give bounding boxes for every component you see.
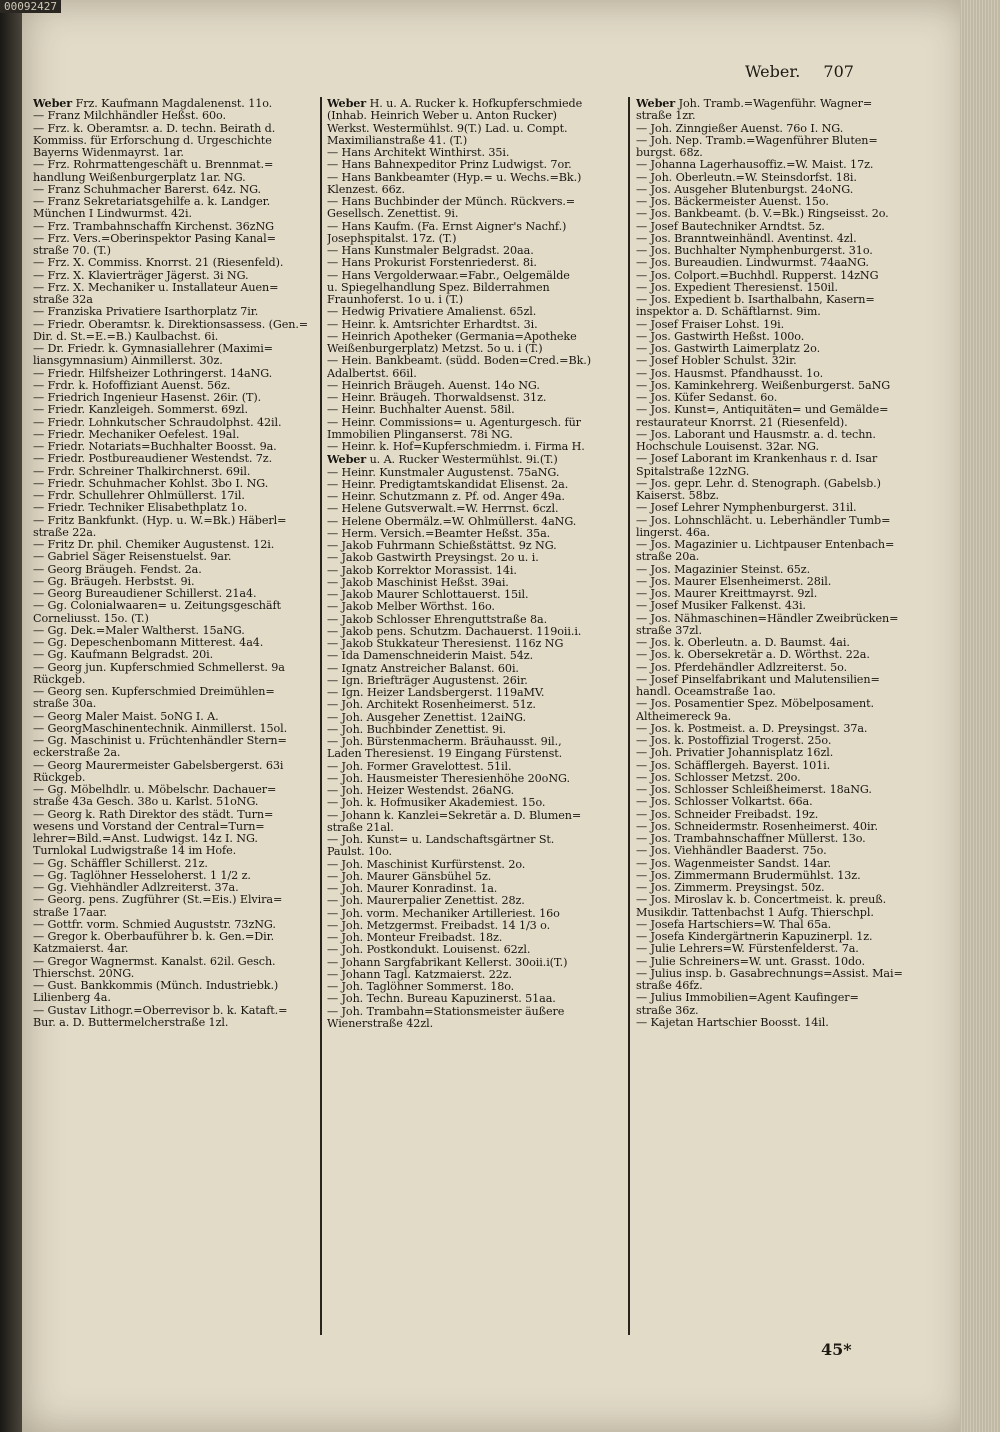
- directory-entry: — Jos. Expedient Theresienst. 150il.: [636, 281, 838, 294]
- directory-entry: — Frdr. Schreiner Thalkirchnerst. 69il.: [33, 465, 251, 478]
- directory-entry: München I Lindwurmst. 42i.: [33, 208, 192, 221]
- directory-entry: — Jos. k. Postmeist. a. D. Preysingst. 37a.: [636, 722, 868, 735]
- directory-entry: — Julius Immobilien=Agent Kaufinger=: [636, 992, 859, 1005]
- directory-entry: Hochschule Louisenst. 32ar. NG.: [636, 441, 819, 453]
- directory-entry: — Hans Vergolderwaar.=Fabr., Oelgemälde: [327, 269, 570, 282]
- directory-entry: — Jos. Schäfflergeh. Bayerst. 101i.: [636, 759, 831, 772]
- directory-entry: straße 36z.: [636, 1004, 699, 1017]
- directory-entry: straße 37zl.: [636, 624, 702, 637]
- directory-entry: — Georg Maurermeister Gabelsbergerst. 63i: [33, 759, 284, 772]
- directory-entry: — Jos. Magazinier u. Lichtpauser Entenbach=: [636, 539, 895, 551]
- directory-entry: — Jos. Viehhändler Baaderst. 75o.: [636, 845, 827, 858]
- directory-entry: — Jos. Bäckermeister Auenst. 15o.: [636, 196, 829, 208]
- directory-entry: — Franziska Privatiere Isarthorplatz 7ir.: [33, 306, 259, 319]
- directory-entry: — Jakob Stukkateur Theresienst. 116z NG: [327, 638, 564, 650]
- directory-entry: — Heinr. k. Amtsrichter Erhardtst. 3i.: [327, 318, 538, 331]
- directory-entry: — Jos. Miroslav k. b. Concertmeist. k. preuß.: [636, 894, 887, 907]
- directory-entry: — Heinr. Schutzmann z. Pf. od. Anger 49a.: [327, 491, 565, 503]
- directory-entry: — Fritz Bankfunkt. (Hyp. u. W.=Bk.) Häberl=: [33, 514, 287, 527]
- directory-entry: — Joh. Former Gravelottest. 51il.: [327, 760, 512, 773]
- directory-entry: Weber u. A. Rucker Westermühlst. 9i.(T.): [327, 453, 558, 467]
- directory-entry: Laden Theresienst. 19 Eingang Fürstenst.: [327, 748, 563, 761]
- directory-entry: — Gg. Möbelhdlr. u. Möbelschr. Dachauer=: [33, 784, 277, 796]
- directory-entry: Lilienberg 4a.: [33, 992, 111, 1005]
- directory-entry: — Ignatz Anstreicher Balanst. 60i.: [327, 662, 519, 675]
- directory-entry: Thierschst. 20NG.: [33, 967, 135, 980]
- directory-entry: — Josef Musiker Falkenst. 43i.: [636, 600, 806, 613]
- directory-entry: Wienerstraße 42zl.: [327, 1017, 434, 1030]
- directory-entry: — Heinr. Commissions= u. Agenturgesch. für: [327, 416, 581, 429]
- column-1: [33, 97, 333, 1029]
- directory-entry: straße 21al.: [327, 821, 394, 834]
- directory-entry: — Jakob Fuhrmann Schießstättst. 9z NG.: [327, 540, 557, 552]
- directory-entry: Fraunhoferst. 1o u. i (T.): [327, 294, 463, 306]
- directory-entry: — Jakob Korrektor Morassist. 14i.: [327, 564, 517, 577]
- directory-entry: — Kajetan Hartschier Boosst. 14il.: [636, 1016, 829, 1029]
- directory-entry: — Herm. Versich.=Beamter Heßst. 35a.: [327, 527, 551, 540]
- directory-entry: eckerstraße 2a.: [33, 747, 121, 760]
- directory-entry: Werkst. Westermühlst. 9(T.) Lad. u. Compt.: [327, 122, 568, 135]
- directory-entry: — Heinr. Bräugeh. Thorwaldsenst. 31z.: [327, 392, 547, 404]
- directory-entry: — Jakob Schlosser Ehrenguttstraße 8a.: [327, 613, 548, 626]
- directory-entry: — Jos. Schlosser Volkartst. 66a.: [636, 796, 813, 809]
- directory-entry: — Jakob Melber Wörthst. 16o.: [327, 601, 495, 614]
- directory-entry: — Frz. X. Commiss. Knorrst. 21 (Riesenfeld).: [33, 257, 284, 270]
- directory-entry: — Jakob Gastwirth Preysingst. 2o u. i.: [327, 552, 539, 565]
- directory-entry: lingerst. 46a.: [636, 526, 710, 539]
- directory-entry: — Heinr. Buchhalter Auenst. 58il.: [327, 404, 515, 417]
- directory-entry: Klenzest. 66z.: [327, 183, 405, 196]
- directory-entry: — Jos. Gastwirth Laimerplatz 2o.: [636, 343, 821, 355]
- directory-entry: — Jos. Expedient b. Isarthalbahn, Kasern=: [636, 294, 875, 306]
- directory-entry: straße 46fz.: [636, 980, 703, 992]
- directory-entry: — Jos. Wagenmeister Sandst. 14ar.: [636, 857, 831, 870]
- directory-entry: — Josef Fraiser Lohst. 19i.: [636, 318, 785, 331]
- directory-entry: — Helene Gutsverwalt.=W. Herrnst. 6czl.: [327, 503, 559, 516]
- directory-entry: — Joh. Zinngießer Auenst. 76o I. NG.: [636, 122, 844, 135]
- directory-entry: — Jos. Schlosser Metzst. 20o.: [636, 771, 801, 784]
- directory-entry: — Hans Bahnexpeditor Prinz Ludwigst. 7or.: [327, 159, 572, 172]
- directory-entry: — Gg. Viehhändler Adlzreiterst. 37a.: [33, 882, 239, 894]
- directory-entry: — Gregor Wagnermst. Kanalst. 62il. Gesch.: [33, 955, 276, 968]
- directory-entry: — Jos. k. Oberleutn. a. D. Baumst. 4ai.: [636, 637, 850, 649]
- directory-entry: Kaiserst. 58bz.: [636, 490, 720, 502]
- directory-entry: — Frz. X. Mechaniker u. Installateur Auen=: [33, 281, 279, 294]
- directory-entry: — Friedr. Schuhmacher Kohlst. 3bo I. NG.: [33, 477, 269, 490]
- directory-entry: u. Spiegelhandlung Spez. Bilderrahmen: [327, 281, 550, 294]
- directory-entry: — Josefa Kindergärtnerin Kapuzinerpl. 1z.: [636, 931, 873, 943]
- directory-entry: — Jos. Trambahnschaffner Müllerst. 13o.: [636, 833, 866, 845]
- directory-entry: — Jos. Bankbeamt. (b. V.=Bk.) Ringseisst. 2o.: [636, 208, 889, 221]
- directory-entry: straße 30a.: [33, 698, 97, 711]
- column-3: [636, 97, 928, 1029]
- header-word: Weber.: [745, 62, 801, 81]
- directory-entry: — Hans Kaufm. (Fa. Ernst Aigner's Nachf.): [327, 220, 567, 233]
- directory-entry: Immobilien Plinganserst. 78i NG.: [327, 428, 513, 441]
- directory-entry: — Friedr. Oberamtsr. k. Direktionsassess. (Gen.=: [33, 318, 309, 331]
- directory-entry: Bayerns Widenmayrst. 1ar.: [33, 147, 184, 159]
- directory-entry: — Gg. Taglöhner Hesseloherst. 1 1/2 z.: [33, 869, 251, 882]
- directory-entry: — Joh. vorm. Mechaniker Artilleriest. 16o: [327, 907, 560, 920]
- directory-entry: — Georg jun. Kupferschmied Schmellerst. 9a: [33, 661, 285, 674]
- directory-entry: — Julie Lehrers=W. Fürstenfelderst. 7a.: [636, 943, 859, 956]
- directory-entry: — Joh. Nep. Tramb.=Wagenführer Bluten=: [636, 134, 878, 147]
- directory-entry: — Friedr. Hilfsheizer Lothringerst. 14aNG.: [33, 367, 273, 380]
- directory-entry: — Jakob pens. Schutzm. Dachauerst. 119oii.i.: [327, 625, 582, 638]
- directory-entry: — Friedrich Ingenieur Hasenst. 26ir. (T).: [33, 392, 262, 404]
- directory-entry: — Joh. Oberleutn.=W. Steinsdorfst. 18i.: [636, 171, 857, 184]
- running-header: [745, 62, 925, 81]
- directory-entry: — Gg. Schäffler Schillerst. 21z.: [33, 857, 208, 870]
- directory-entry: Rückgeb.: [33, 673, 86, 686]
- directory-entry: Paulst. 10o.: [327, 846, 392, 859]
- directory-entry: — Heinr. Predigtamtskandidat Elisenst. 2a.: [327, 478, 569, 491]
- directory-entry: — Ign. Heizer Landsbergerst. 119aMV.: [327, 687, 545, 699]
- directory-entry: Dir. d. St.=E.=B.) Kaulbachst. 6i.: [33, 330, 219, 343]
- directory-entry: — Jos. Gastwirth Heßst. 100o.: [636, 330, 805, 343]
- directory-entry: — Joh. Heizer Westendst. 26aNG.: [327, 785, 515, 797]
- directory-entry: — Jakob Maurer Schlottauerst. 15il.: [327, 589, 529, 601]
- directory-entry: — Franz Milchhändler Heßst. 60o.: [33, 110, 226, 123]
- directory-entry: — Jos. k. Postoffizial Trogerst. 25o.: [636, 735, 832, 747]
- directory-entry: — Ida Damenschneiderin Maist. 54z.: [327, 650, 534, 663]
- directory-entry: — Joh. Buchbinder Zenettist. 9i.: [327, 723, 507, 736]
- directory-entry: straße 17aar.: [33, 906, 107, 919]
- directory-entry: straße 1zr.: [636, 110, 696, 123]
- directory-entry: — Joh. Kunst= u. Landschaftsgärtner St.: [327, 834, 555, 846]
- page-stack-edge: [960, 0, 1000, 1432]
- directory-entry: — Jos. Posamentier Spez. Möbelposament.: [636, 698, 874, 711]
- directory-entry: — Gg. Colonialwaaren= u. Zeitungsgeschäft: [33, 600, 281, 613]
- directory-entry: — Jos. Ausgeher Blutenburgst. 24oNG.: [636, 183, 854, 196]
- directory-entry: Josephspitalst. 17z. (T.): [327, 232, 457, 245]
- directory-entry: straße 70. (T.): [33, 245, 111, 257]
- directory-entry: Weber Joh. Tramb.=Wagenführ. Wagner=: [636, 97, 873, 110]
- directory-entry: — Jos. Lohnschlächt. u. Leberhändler Tumb=: [636, 514, 891, 527]
- directory-entry: — Gregor k. Oberbauführer b. k. Gen.=Dir.: [33, 931, 275, 943]
- directory-entry: — Hans Buchbinder der Münch. Rückvers.=: [327, 196, 576, 208]
- directory-entry: — Jos. Branntweinhändl. Aventinst. 4zl.: [636, 232, 857, 245]
- directory-entry: — Jos. Buchhalter Nymphenburgerst. 31o.: [636, 245, 873, 257]
- directory-entry: — Gg. Dek.=Maler Waltherst. 15aNG.: [33, 624, 245, 637]
- directory-entry: — Jos. Hausmst. Pfandhausst. 1o.: [636, 367, 824, 380]
- directory-entry: — Gabriel Säger Reisenstuelst. 9ar.: [33, 551, 232, 564]
- directory-entry: Kommiss. für Erforschung d. Urgeschichte: [33, 134, 272, 147]
- directory-entry: — Heinrich Apotheker (Germania=Apotheke: [327, 330, 577, 343]
- directory-entry: — Joh. Postkondukt. Louisenst. 62zl.: [327, 944, 531, 957]
- directory-entry: — Julie Schreiners=W. unt. Grasst. 10do.: [636, 955, 865, 968]
- directory-entry: — Georg Bureaudiener Schillerst. 21a4.: [33, 588, 257, 600]
- directory-entry: — Joh. Monteur Freibadst. 18z.: [327, 932, 503, 944]
- directory-entry: — Josef Bautechniker Arndtst. 5z.: [636, 220, 825, 233]
- directory-entry: handlung Weißenburgerplatz 1ar. NG.: [33, 171, 246, 184]
- directory-entry: — Jos. k. Obersekretär a. D. Wörthst. 22a.: [636, 649, 870, 662]
- column-rule: [628, 97, 630, 1335]
- directory-entry: straße 43a Gesch. 38o u. Karlst. 51oNG.: [33, 796, 259, 809]
- directory-entry: — Joh. Bürstenmacherm. Bräuhausst. 9il.,: [327, 736, 562, 748]
- directory-entry: restaurateur Knorrst. 21 (Riesenfeld).: [636, 416, 848, 429]
- directory-entry: — Jos. Colport.=Buchhdl. Rupperst. 14zNG: [636, 269, 879, 282]
- directory-entry: — Jos. Maurer Elsenheimerst. 28il.: [636, 575, 832, 588]
- directory-entry: — Jos. Maurer Kreittmayrst. 9zl.: [636, 588, 818, 600]
- directory-entry: — Josef Laborant im Krankenhaus r. d. Isar: [636, 453, 878, 466]
- directory-entry: — Jos. Nähmaschinen=Händler Zweibrücken=: [636, 612, 899, 625]
- directory-entry: Musikdir. Tattenbachst 1 Aufg. Thierschpl.: [636, 906, 874, 919]
- page-number: 707: [823, 62, 854, 81]
- directory-entry: — Fritz Dr. phil. Chemiker Augustenst. 12i.: [33, 539, 275, 551]
- directory-entry: — Frz. Vers.=Oberinspektor Pasing Kanal=: [33, 232, 276, 245]
- directory-entry: — Ign. Briefträger Augustenst. 26ir.: [327, 674, 528, 687]
- directory-entry: — Frz. Rohrmattengeschäft u. Brennmat.=: [33, 159, 274, 172]
- directory-entry: — Georg Maler Maist. 5oNG I. A.: [33, 710, 219, 723]
- directory-entry: Maximilianstraße 41. (T.): [327, 134, 468, 147]
- directory-entry: — Jos. Schneider Freibadst. 19z.: [636, 808, 819, 821]
- directory-entry: — Jos. Kaminkehrerg. Weißenburgerst. 5aNG: [636, 379, 891, 392]
- directory-entry: — Hein. Bankbeamt. (südd. Boden=Cred.=Bk.): [327, 355, 591, 368]
- directory-entry: — Gg. Bräugeh. Herbstst. 9i.: [33, 575, 195, 588]
- directory-entry: — Joh. Maurer Gänsbühel 5z.: [327, 870, 492, 883]
- directory-entry: — Jakob Maschinist Heßst. 39ai.: [327, 576, 509, 589]
- directory-entry: — Friedr. Lohnkutscher Schraudolphst. 42il.: [33, 416, 282, 429]
- directory-entry: — Franz Schuhmacher Barerst. 64z. NG.: [33, 183, 261, 196]
- directory-entry: Bur. a. D. Buttermelcherstraße 1zl.: [33, 1016, 229, 1029]
- directory-entry: — Julius insp. b. Gasabrechnungs=Assist. Mai=: [636, 967, 903, 980]
- directory-entry: — Friedr. Notariats=Buchhalter Boosst. 9a.: [33, 441, 277, 453]
- directory-entry: Adalbertst. 66il.: [327, 367, 417, 380]
- directory-entry: — Dr. Friedr. k. Gymnasiallehrer (Maximi=: [33, 343, 273, 355]
- directory-entry: (Inhab. Heinrich Weber u. Anton Rucker): [327, 110, 557, 123]
- directory-entry: handl. Oceamstraße 1ao.: [636, 686, 776, 698]
- directory-entry: Weißenburgerplatz) Metzst. 5o u. i (T.): [327, 343, 543, 355]
- directory-entry: — Franz Sekretariatsgehilfe a. k. Landger.: [33, 196, 271, 208]
- directory-entry: Spitalstraße 12zNG.: [636, 465, 750, 478]
- directory-entry: Weber Frz. Kaufmann Magdalenenst. 11o.: [33, 97, 273, 110]
- directory-entry: — Joh. Maurer Konradinst. 1a.: [327, 883, 498, 895]
- directory-entry: Gesellsch. Zenettist. 9i.: [327, 208, 459, 221]
- directory-entry: liansgymnasium) Ainmillerst. 30z.: [33, 355, 223, 368]
- directory-entry: — Joh. Privatier Johannisplatz 16zl.: [636, 747, 834, 760]
- directory-entry: Altheimereck 9a.: [636, 710, 732, 723]
- directory-entry: burgst. 68z.: [636, 147, 703, 159]
- column-2: [327, 97, 627, 1030]
- directory-entry: — Gg. Kaufmann Belgradst. 20i.: [33, 649, 214, 662]
- directory-entry: — Frdr. Schullehrer Ohlmüllerst. 17il.: [33, 490, 245, 502]
- directory-entry: — Joh. Architekt Rosenheimerst. 51z.: [327, 699, 536, 712]
- signature-mark: 45*: [821, 1340, 852, 1359]
- directory-entry: — Friedr. Postbureaudiener Westendst. 7z.: [33, 453, 273, 466]
- directory-entry: — Josef Lehrer Nymphenburgerst. 31il.: [636, 502, 857, 515]
- directory-entry: — Joh. Hausmeister Theresienhöhe 20oNG.: [327, 772, 570, 785]
- directory-entry: — Gustav Lithogr.=Oberrevisor b. k. Kataft.=: [33, 1004, 288, 1017]
- directory-entry: — Heinr. Kunstmaler Augustenst. 75aNG.: [327, 466, 560, 479]
- directory-entry: — Gottfr. vorm. Schmied Auguststr. 73zNG.: [33, 918, 276, 931]
- directory-entry: — Jos. gepr. Lehr. d. Stenograph. (Gabelsb.): [636, 477, 881, 490]
- directory-entry: — Johann Sargfabrikant Kellerst. 30oii.i(T.): [327, 956, 568, 969]
- directory-entry: — Friedr. Kanzleigeh. Sommerst. 69zl.: [33, 404, 248, 417]
- directory-entry: — Joh. Metzgermst. Freibadst. 14 1/3 o.: [327, 919, 551, 932]
- directory-entry: — Jos. Schneidermstr. Rosenheimerst. 40ir.: [636, 820, 878, 833]
- directory-entry: Katzmaierst. 4ar.: [33, 943, 129, 956]
- directory-entry: — Friedr. Techniker Elisabethplatz 1o.: [33, 502, 248, 515]
- directory-entry: — Joh. Techn. Bureau Kapuzinerst. 51aa.: [327, 993, 556, 1006]
- directory-entry: — Josefa Hartschiers=W. Thal 65a.: [636, 918, 832, 931]
- directory-entry: — Frz. Trambahnschaffn Kirchenst. 36zNG: [33, 220, 275, 233]
- directory-entry: Corneliusst. 15o. (T.): [33, 612, 149, 625]
- directory-entry: — Jos. Bureaudien. Lindwurmst. 74aaNG.: [636, 257, 869, 270]
- directory-entry: — Friedr. Mechaniker Oefelest. 19al.: [33, 428, 240, 441]
- directory-entry: — Hans Kunstmaler Belgradst. 20aa.: [327, 245, 534, 257]
- directory-entry: — Jos. Laborant und Hausmstr. a. d. techn.: [636, 428, 876, 441]
- directory-entry: inspektor a. D. Schäftlarnst. 9im.: [636, 306, 821, 319]
- directory-entry: — Gust. Bankkommis (Münch. Industriebk.): [33, 980, 279, 992]
- directory-entry: — Heinrich Bräugeh. Auenst. 14o NG.: [327, 379, 540, 392]
- directory-entry: — Frz. X. Klavierträger Jägerst. 3i NG.: [33, 269, 249, 282]
- directory-entry: — Hans Bankbeamter (Hyp.= u. Wechs.=Bk.): [327, 171, 582, 184]
- directory-entry: — Josef Hobler Schulst. 32ir.: [636, 355, 797, 368]
- directory-entry: — Josef Pinselfabrikant und Malutensilien=: [636, 673, 880, 686]
- directory-entry: — Jos. Küfer Sedanst. 6o.: [636, 392, 778, 404]
- directory-entry: — Jos. Magazinier Steinst. 65z.: [636, 563, 811, 576]
- directory-entry: — Johann Tagl. Katzmaierst. 22z.: [327, 968, 512, 981]
- directory-entry: Weber H. u. A. Rucker k. Hofkupferschmiede: [327, 97, 583, 110]
- directory-entry: — Heinr. k. Hof=Kupferschmiedm. i. Firma H.: [327, 441, 585, 453]
- directory-entry: — Joh. Taglöhner Sommerst. 18o.: [327, 981, 515, 993]
- directory-entry: — Georg sen. Kupferschmied Dreimühlen=: [33, 686, 275, 698]
- directory-entry: — Gg. Maschinist u. Früchtenhändler Stern=: [33, 735, 287, 747]
- directory-entry: — Gg. Depeschenbomann Mitterest. 4a4.: [33, 637, 264, 649]
- directory-entry: — Helene Obermälz.=W. Ohlmüllerst. 4aNG.: [327, 515, 577, 528]
- directory-entry: — Jos. Zimmerm. Preysingst. 50z.: [636, 882, 825, 894]
- directory-entry: wesens und Vorstand der Central=Turn=: [33, 820, 265, 833]
- directory-entry: — Jos. Kunst=, Antiquitäten= und Gemälde=: [636, 404, 889, 417]
- directory-entry: — Joh. Maschinist Kurfürstenst. 2o.: [327, 858, 526, 871]
- directory-entry: — Hans Prokurist Forstenriederst. 8i.: [327, 257, 537, 270]
- directory-entry: straße 22a.: [33, 526, 97, 539]
- directory-entry: — Joh. k. Hofmusiker Akademiest. 15o.: [327, 797, 546, 810]
- directory-entry: straße 32a: [33, 294, 93, 306]
- directory-entry: Turnlokal Ludwigstraße 14 im Hofe.: [33, 845, 237, 858]
- book-gutter: [0, 0, 22, 1432]
- directory-entry: lehrer=Bild.=Anst. Ludwigst. 14z I. NG.: [33, 833, 258, 845]
- directory-entry: straße 20a.: [636, 551, 700, 564]
- directory-entry: — Jos. Schlosser Schleißheimerst. 18aNG.: [636, 784, 872, 796]
- directory-entry: — Hans Architekt Winthirst. 35i.: [327, 147, 510, 159]
- directory-entry: — Joh. Maurerpalier Zenettist. 28z.: [327, 895, 525, 908]
- scan-code: 00092427: [0, 0, 61, 13]
- directory-entry: — Frdr. k. Hofoffiziant Auenst. 56z.: [33, 379, 231, 392]
- directory-entry: — Frz. k. Oberamtsr. a. D. techn. Beirath d.: [33, 122, 276, 135]
- directory-entry: — Jos. Zimmermann Brudermühlst. 13z.: [636, 869, 861, 882]
- directory-entry: — Georg Bräugeh. Fendst. 2a.: [33, 563, 202, 576]
- directory-entry: — GeorgMaschinentechnik. Ainmillerst. 15ol.: [33, 722, 288, 735]
- directory-entry: — Georg k. Rath Direktor des städt. Turn=: [33, 808, 274, 821]
- directory-entry: — Joh. Ausgeher Zenettist. 12aiNG.: [327, 711, 526, 724]
- directory-entry: — Hedwig Privatiere Amalienst. 65zl.: [327, 306, 537, 319]
- directory-entry: — Johanna Lagerhausoffiz.=W. Maist. 17z.: [636, 159, 874, 172]
- directory-entry: — Jos. Pferdehändler Adlzreiterst. 5o.: [636, 661, 848, 674]
- directory-entry: — Georg. pens. Zugführer (St.=Eis.) Elvira=: [33, 894, 283, 907]
- directory-entry: Rückgeb.: [33, 771, 86, 784]
- directory-entry: — Johann k. Kanzlei=Sekretär a. D. Blumen=: [327, 809, 582, 822]
- directory-entry: — Joh. Trambahn=Stationsmeister äußere: [327, 1005, 565, 1018]
